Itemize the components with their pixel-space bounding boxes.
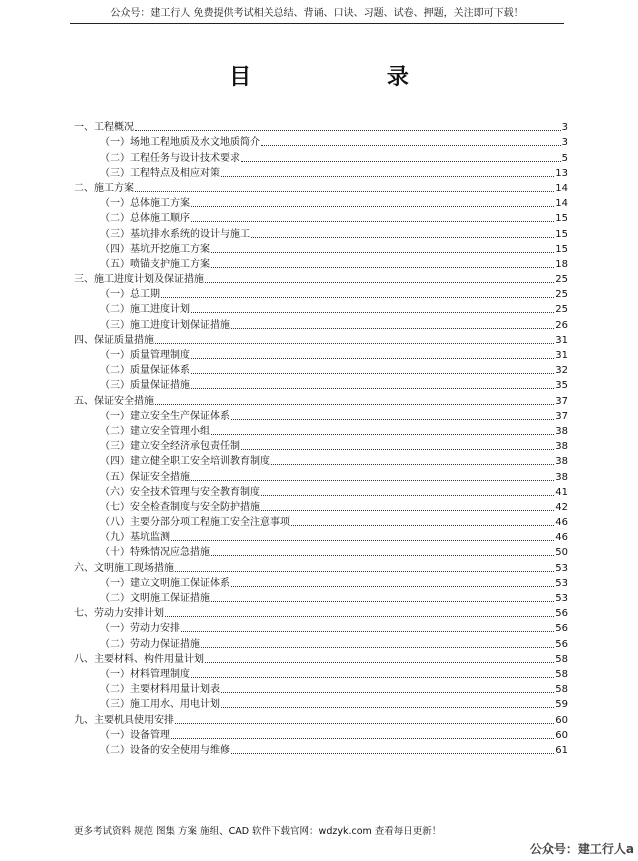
toc-page-number: 35 — [555, 380, 568, 392]
toc-entry-title: （一）总体施工方案 — [100, 198, 190, 210]
toc-page-number: 46 — [555, 517, 568, 529]
toc-leader-dots — [211, 252, 554, 253]
toc-leader-dots — [191, 677, 554, 678]
toc-entry-title: （十）特殊情况应急措施 — [100, 547, 210, 559]
toc-subsection-entry[interactable] — [74, 575, 568, 590]
toc-entry-title: 七、劳动力安排计划 — [74, 608, 164, 620]
toc-page-number: 37 — [555, 410, 568, 422]
toc-subsection-entry[interactable] — [74, 347, 568, 362]
toc-entry-title: （四）基坑开挖施工方案 — [100, 243, 210, 255]
toc-entry-title: 六、文明施工现场措施 — [74, 562, 174, 574]
toc-leader-dots — [261, 510, 554, 511]
toc-entry-title: （二）施工进度计划 — [100, 304, 190, 316]
toc-entry-title: （一）场地工程地质及水文地质简介 — [100, 137, 260, 149]
toc-page-number: 59 — [555, 699, 568, 711]
toc-entry-title: （八）主要分部分项工程施工安全注意事项 — [100, 517, 290, 529]
toc-subsection-entry[interactable] — [74, 514, 568, 529]
toc-subsection-entry[interactable] — [74, 696, 568, 711]
toc-page-number: 32 — [555, 365, 568, 377]
toc-entry-title: （六）安全技术管理与安全教育制度 — [100, 486, 260, 498]
toc-leader-dots — [201, 647, 554, 648]
toc-subsection-entry[interactable] — [74, 165, 568, 180]
toc-page-number: 25 — [555, 289, 568, 301]
toc-subsection-entry[interactable] — [74, 681, 568, 696]
toc-subsection-entry[interactable] — [74, 241, 568, 256]
toc-page-number: 42 — [555, 501, 568, 513]
toc-entry-title: （三）基坑排水系统的设计与施工 — [100, 228, 250, 240]
toc-entry-title: 八、主要材料、构件用量计划 — [74, 653, 204, 665]
toc-subsection-entry[interactable] — [74, 286, 568, 301]
toc-page-number: 56 — [555, 623, 568, 635]
footer-notice: 更多考试资料 规范 图集 方案 施组、CAD 软件下载官网：wdzyk.com 查看每日更新！ — [74, 826, 442, 837]
toc-page-number: 56 — [555, 608, 568, 620]
toc-subsection-entry[interactable] — [74, 742, 568, 757]
toc-entry-title: （一）材料管理制度 — [100, 668, 190, 680]
toc-section-entry[interactable] — [74, 271, 568, 286]
toc-section-entry[interactable] — [74, 711, 568, 726]
toc-section-entry[interactable] — [74, 180, 568, 195]
toc-entry-title: （二）质量保证体系 — [100, 365, 190, 377]
toc-entry-title: 一、工程概况 — [74, 122, 134, 134]
toc-page-number: 41 — [555, 486, 568, 498]
toc-page-number: 58 — [555, 668, 568, 680]
toc-page-number: 31 — [555, 350, 568, 361]
toc-entry-title: （二）劳动力保证措施 — [100, 638, 200, 650]
toc-leader-dots — [231, 753, 554, 754]
toc-entry-title: 九、主要机具使用安排 — [74, 714, 174, 726]
toc-subsection-entry[interactable] — [74, 666, 568, 681]
toc-page-number: 38 — [555, 471, 568, 483]
toc-leader-dots — [171, 540, 554, 541]
toc-subsection-entry[interactable] — [74, 210, 568, 225]
toc-leader-dots — [221, 692, 554, 693]
toc-leader-dots — [231, 586, 554, 587]
toc-subsection-entry[interactable] — [74, 499, 568, 514]
toc-leader-dots — [155, 343, 554, 344]
toc-section-entry[interactable] — [74, 651, 568, 666]
watermark: 公众号：建工行人a — [529, 842, 634, 856]
toc-leader-dots — [135, 191, 554, 192]
toc-page-number: 46 — [555, 532, 568, 544]
toc-entry-title: （三）建立安全经济承包责任制 — [100, 441, 240, 453]
toc-subsection-entry[interactable] — [74, 423, 568, 438]
toc-page-number: 14 — [555, 182, 568, 194]
toc-page-number: 56 — [555, 638, 568, 650]
toc-subsection-entry[interactable] — [74, 377, 568, 392]
toc-entry-title: （二）总体施工顺序 — [100, 213, 190, 225]
toc-section-entry[interactable] — [74, 559, 568, 574]
toc-page-number: 15 — [555, 213, 568, 225]
toc-subsection-entry[interactable] — [74, 362, 568, 377]
toc-page-number: 53 — [555, 577, 568, 589]
toc-leader-dots — [271, 464, 554, 465]
toc-entry-title: （二）文明施工保证措施 — [100, 593, 210, 604]
toc-entry-title: 四、保证质量措施 — [74, 334, 154, 346]
toc-entry-title: （三）施工用水、用电计划 — [100, 699, 220, 711]
toc-leader-dots — [181, 631, 554, 632]
toc-subsection-entry[interactable] — [74, 195, 568, 210]
toc-leader-dots — [191, 388, 554, 389]
toc-subsection-entry[interactable] — [74, 484, 568, 499]
toc-page-number: 15 — [555, 228, 568, 240]
toc-page-number: 37 — [555, 395, 568, 407]
toc-leader-dots — [241, 449, 554, 450]
toc-entry-title: （一）建立安全生产保证体系 — [100, 410, 230, 422]
toc-subsection-entry[interactable] — [74, 544, 568, 559]
toc-entry-title: （五）保证安全措施 — [100, 471, 190, 483]
toc-subsection-entry[interactable] — [74, 408, 568, 423]
toc-subsection-entry[interactable] — [74, 468, 568, 483]
toc-leader-dots — [191, 480, 554, 481]
toc-leader-dots — [211, 555, 554, 556]
toc-page-number: 25 — [555, 304, 568, 316]
toc-subsection-entry[interactable] — [74, 529, 568, 544]
toc-subsection-entry[interactable] — [74, 134, 568, 149]
toc-leader-dots — [211, 601, 554, 602]
toc-subsection-entry[interactable] — [74, 301, 568, 316]
toc-page-number: 3 — [561, 137, 568, 149]
toc-entry-title: （四）建立健全职工安全培训教育制度 — [100, 456, 270, 468]
toc-page-number: 58 — [555, 684, 568, 696]
toc-leader-dots — [171, 738, 554, 739]
toc-entry-title: （一）总工期 — [100, 289, 160, 301]
toc-leader-dots — [175, 571, 554, 572]
toc-leader-dots — [191, 358, 554, 359]
toc-page-number: 15 — [555, 243, 568, 255]
toc-entry-title: （一）劳动力安排 — [100, 623, 180, 635]
toc-leader-dots — [291, 525, 554, 526]
toc-subsection-entry[interactable] — [74, 149, 568, 164]
toc-leader-dots — [161, 297, 554, 298]
toc-entry-title: （三）质量保证措施 — [100, 380, 190, 392]
toc-page-number: 53 — [555, 593, 568, 604]
toc-entry-title: 五、保证安全措施 — [74, 395, 154, 407]
toc-leader-dots — [221, 176, 554, 177]
toc-section-entry[interactable] — [74, 392, 568, 407]
toc-entry-title: （二）工程任务与设计技术要求 — [100, 152, 240, 164]
toc-subsection-entry[interactable] — [74, 635, 568, 650]
toc-leader-dots — [165, 616, 554, 617]
page-title: 目 录 — [229, 64, 473, 90]
toc-leader-dots — [251, 237, 554, 238]
toc-entry-title: （三）工程特点及相应对策 — [100, 167, 220, 179]
toc-leader-dots — [205, 662, 554, 663]
toc-entry-title: （二）主要材料用量计划表 — [100, 684, 220, 696]
toc-entry-title: （九）基坑监测 — [100, 532, 170, 544]
toc-page-number: 25 — [555, 274, 568, 286]
toc-page-number: 58 — [555, 653, 568, 665]
toc-subsection-entry[interactable] — [74, 453, 568, 468]
toc-entry-title: 二、施工方案 — [74, 182, 134, 194]
toc-subsection-entry[interactable] — [74, 727, 568, 742]
toc-page-number: 38 — [555, 425, 568, 437]
toc-page-number: 5 — [561, 152, 568, 164]
toc-subsection-entry[interactable] — [74, 590, 568, 605]
toc-leader-dots — [211, 434, 554, 435]
toc-page-number: 53 — [555, 562, 568, 574]
toc-entry-title: （七）安全检查制度与安全防护措施 — [100, 501, 260, 513]
toc-section-entry[interactable] — [74, 605, 568, 620]
toc-entry-title: （二）建立安全管理小组 — [100, 425, 210, 437]
toc-entry-title: 三、施工进度计划及保证措施 — [74, 274, 204, 286]
toc-leader-dots — [261, 495, 554, 496]
toc-entry-title: （三）施工进度计划保证措施 — [100, 319, 230, 331]
header-notice: 公众号：建工行人 免费提供考试相关总结、背诵、口诀、习题、试卷、押题，关注即可下载！ — [110, 8, 524, 19]
toc-leader-dots — [231, 328, 554, 329]
toc-page-number: 60 — [555, 714, 568, 726]
toc-subsection-entry[interactable] — [74, 225, 568, 240]
toc-leader-dots — [191, 221, 554, 222]
toc-subsection-entry[interactable] — [74, 316, 568, 331]
toc-page-number: 3 — [561, 122, 568, 134]
toc-leader-dots — [261, 145, 561, 146]
toc-entry-title: （二）设备的安全使用与维修 — [100, 744, 230, 756]
toc-leader-dots — [211, 267, 554, 268]
toc-page-number: 31 — [555, 334, 568, 346]
header-divider — [70, 23, 564, 24]
toc-subsection-entry[interactable] — [74, 620, 568, 635]
toc-leader-dots — [135, 130, 561, 131]
toc-leader-dots — [175, 723, 554, 724]
toc-leader-dots — [205, 282, 554, 283]
toc-leader-dots — [155, 404, 554, 405]
table-of-contents — [74, 119, 568, 757]
toc-leader-dots — [221, 707, 554, 708]
toc-leader-dots — [241, 161, 561, 162]
toc-entry-title: （一）设备管理 — [100, 729, 170, 741]
toc-leader-dots — [191, 312, 554, 313]
toc-page-number: 14 — [555, 198, 568, 210]
toc-entry-title: （五）喷锚支护施工方案 — [100, 258, 210, 270]
toc-page-number: 61 — [555, 744, 568, 756]
toc-section-entry[interactable] — [74, 332, 568, 347]
toc-subsection-entry[interactable] — [74, 256, 568, 271]
toc-page-number: 38 — [555, 441, 568, 453]
toc-page-number: 18 — [555, 258, 568, 270]
toc-entry-title: （一）建立文明施工保证体系 — [100, 577, 230, 589]
toc-leader-dots — [231, 419, 554, 420]
toc-leader-dots — [191, 206, 554, 207]
toc-page-number: 13 — [555, 167, 568, 179]
toc-page-number: 50 — [555, 547, 568, 559]
toc-page-number: 38 — [555, 456, 568, 468]
toc-page-number: 26 — [555, 319, 568, 331]
toc-section-entry[interactable] — [74, 119, 568, 134]
toc-leader-dots — [191, 373, 554, 374]
toc-page-number: 60 — [555, 729, 568, 741]
toc-subsection-entry[interactable] — [74, 438, 568, 453]
toc-entry-title: （一）质量管理制度 — [100, 350, 190, 361]
